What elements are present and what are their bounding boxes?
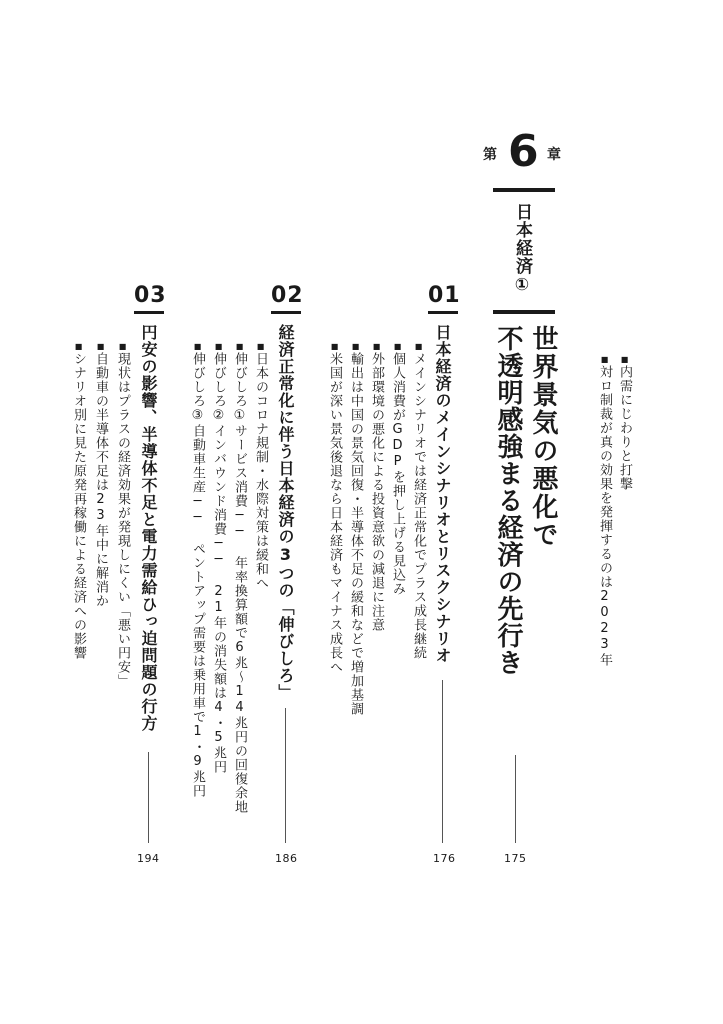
section-bullet: ■メインシナリオでは経済正常化でプラス成長継続 [411, 342, 426, 660]
section-heading: 経済正常化に伴う日本経済の3つの「伸びしろ」 [276, 324, 295, 701]
section-bullet: ■外部環境の悪化による投資意欲の減退に注意 [369, 342, 384, 632]
section-rule [428, 311, 458, 314]
chapter-rule-bottom [493, 310, 555, 314]
intro-bullets [596, 355, 636, 695]
chapter-label [483, 126, 583, 182]
section-page-number: 176 [433, 852, 456, 865]
title-line-2: 不透明感強まる経済の先行き [493, 325, 523, 676]
title-line-1: 世界景気の悪化で [528, 325, 558, 549]
intro-bullet: ■内需にじわりと打撃 [617, 355, 632, 491]
section-bullet: ■伸びしろ②インバウンド消費── 21年の消失額は4・5兆円 [211, 342, 226, 774]
section-bullet: ■日本のコロナ規制・水際対策は緩和へ [253, 342, 268, 590]
title-leader [515, 755, 516, 843]
section-rule [134, 311, 164, 314]
section-bullet: ■自動車の半導体不足は23年中に解消か [93, 342, 108, 608]
chapter-rule-top [493, 188, 555, 192]
chapter-subtitle: 日本経済① [512, 203, 532, 296]
chapter-prefix: 第 [483, 147, 497, 163]
section-number: 02 [271, 283, 304, 308]
section-number: 01 [428, 283, 461, 308]
chapter-suffix: 章 [547, 147, 561, 163]
section-number: 03 [134, 283, 167, 308]
section-bullet: ■米国が深い景気後退なら日本経済もマイナス成長へ [327, 342, 342, 674]
section-bullet: ■伸びしろ③自動車生産── ペントアップ需要は乗用車で1・9兆円 [190, 342, 205, 798]
section-leader [148, 752, 149, 843]
section-rule [271, 311, 301, 314]
intro-bullet: ■対ロ制裁が真の効果を発揮するのは2023年 [597, 355, 612, 667]
section-leader [285, 708, 286, 843]
title-page-number: 175 [504, 852, 527, 865]
section-bullet: ■伸びしろ①サービス消費── 年率換算額で6兆～14兆円の回復余地 [232, 342, 247, 814]
section-leader [442, 680, 443, 843]
section-page-number: 194 [137, 852, 160, 865]
section-heading: 円安の影響、半導体不足と電力需給ひっ迫問題の行方 [139, 324, 158, 732]
section-bullet: ■現状はプラスの経済効果が発現しにくい「悪い円安」 [115, 342, 130, 688]
section-bullet: ■個人消費がGDPを押し上げる見込み [390, 342, 405, 596]
chapter-number: 6 [508, 126, 539, 177]
section-page-number: 186 [275, 852, 298, 865]
section-bullet: ■輸出は中国の景気回復・半導体不足の緩和などで増加基調 [348, 342, 363, 716]
section-heading: 日本経済のメインシナリオとリスクシナリオ [433, 324, 452, 664]
section-bullet: ■シナリオ別に見た原発再稼働による経済への影響 [71, 342, 86, 660]
